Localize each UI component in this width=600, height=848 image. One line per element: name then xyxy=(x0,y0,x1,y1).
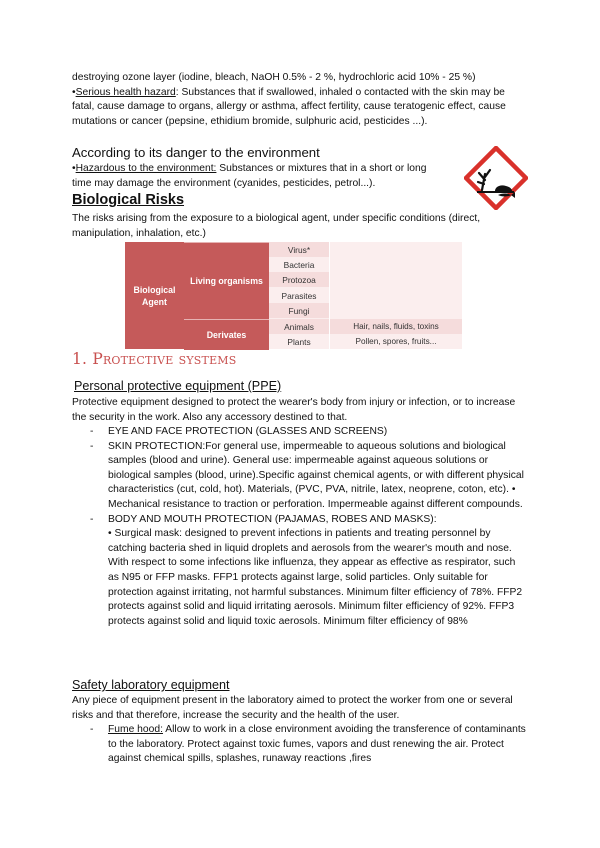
safety-heading: Safety laboratory equipment xyxy=(72,678,230,692)
top-paragraph: destroying ozone layer (iodine, bleach, NaOH 0.5% - 2 %, hydrochloric acid 10% - 25 %) •Serious health hazard: Substances that if swallowed, inhaled o contacted with the skin may be fatal, cause damage to organs, allergy or asthma, affect fertility, cause teratogenic effect, cause mutations or cancer (pepsine, ethidium bromide, sulphuric acid, pesticides ...). xyxy=(72,72,506,127)
ppe-intro: Protective equipment designed to protect the wearer's body from injury or infection, or to increase the security in the work. Also any accessory destined to that. xyxy=(72,397,516,423)
derivate-cell: Plants xyxy=(269,334,329,349)
living-organisms-cell: Living organisms xyxy=(184,242,269,320)
safety-intro: Any piece of equipment present in the laboratory aimed to protect the worker from one or several risks and that therefore, increase the security and the health of the user. xyxy=(72,695,513,721)
biological-risks-heading: Biological Risks xyxy=(72,192,185,208)
environment-hazard-label: Hazardous to the environment: xyxy=(75,163,217,174)
organisms-detail-empty xyxy=(329,242,462,319)
derivates-cell: Derivates xyxy=(184,319,269,350)
list-item: - BODY AND MOUTH PROTECTION (PAJAMAS, ROBES AND MASKS): • Surgical mask: designed to prevent infections in patients and treating personnel by catching bacteria shed in liquid droplets and aerosols from the wearer's mouth and nose. With respect to some infections like influenza, they appear as effective as respirator, such as N95 or FFP masks. FFP1 protects against large, solid particles. Only suitable for protection against irritating, not harmful substances. Minimum filter efficiency of 78%. FFP2 protects against solid and liquid irritating aerosols. Minimum filter efficiency of 92%. FFP3 protects against solid and liquid toxic aerosols. Minimum filter efficiency of 98% xyxy=(88,513,528,630)
organism-cell: Bacteria xyxy=(269,257,329,272)
ppe-list xyxy=(88,425,528,629)
organism-cell: Virus* xyxy=(269,242,329,257)
list-item: - Fume hood: Allow to work in a close environment avoiding the transference of contaminants to the laboratory. Protect against toxic fumes, vapors and dust renewing the air. Protect against chemical spills, splashes, runaway reactions ,fires xyxy=(88,723,528,767)
derivate-cell: Animals xyxy=(269,319,329,334)
list-item: - SKIN PROTECTION:For general use, impermeable to aqueous solutions and biological samples (blood and urine). General use: impermeable against aqueous solutions or biological samples (blood, urine).Specific against chemical agents, or with different physical characteristics (cut, cold, hot). Materials, (PVC, PVA, nitrile, latex, neoprene, coton, etc). • Mechanical resistance to traction or perforation. Impermeable against different compounds. xyxy=(88,440,528,513)
environment-paragraph: •Hazardous to the environment: Substances or mixtures that in a short or long time may damage the environment (cyanides, pesticides, petrol...). xyxy=(72,163,427,189)
surgical-mask-text: • Surgical mask: designed to prevent infections in patients and treating personnel by catching bacteria shed in liquid droplets and aerosols from the wearer's mouth and nose. With respect to some infections like influenza, they appear as effective as respirator, such as N95 or FFP masks. FFP1 protects against large, solid particles. Only suitable for protection against irritating, not harmful substances. Minimum filter efficiency of 78%. FFP2 protects against solid and liquid irritating aerosols. Minimum filter efficiency of 92%. FFP3 protects against solid and liquid toxic aerosols. Minimum filter efficiency of 98% xyxy=(108,528,523,627)
list-item: - EYE AND FACE PROTECTION (GLASSES AND SCREENS) xyxy=(88,425,528,440)
derivate-detail-cell: Hair, nails, fluids, toxins xyxy=(329,319,462,334)
environment-heading: According to its danger to the environment xyxy=(72,145,320,160)
fume-hood-label: Fume hood: xyxy=(108,724,163,735)
organism-cell: Fungi xyxy=(269,303,329,318)
organism-cell: Protozoa xyxy=(269,272,329,287)
ppe-heading: Personal protective equipment (PPE) xyxy=(74,379,282,393)
derivate-detail-cell: Pollen, spores, fruits... xyxy=(329,334,462,349)
section-title: 1. Protective systems xyxy=(72,350,237,368)
organism-cell: Parasites xyxy=(269,288,329,303)
environment-hazard-icon xyxy=(464,146,528,210)
biological-agent-cell: Biological Agent xyxy=(125,242,184,349)
biological-agents-table xyxy=(125,242,462,349)
serious-health-hazard-label: Serious health hazard xyxy=(75,86,176,98)
safety-list xyxy=(88,723,528,767)
biological-intro: The risks arising from the exposure to a biological agent, under specific conditions (direct, manipulation, inhalation, etc.) xyxy=(72,213,481,239)
